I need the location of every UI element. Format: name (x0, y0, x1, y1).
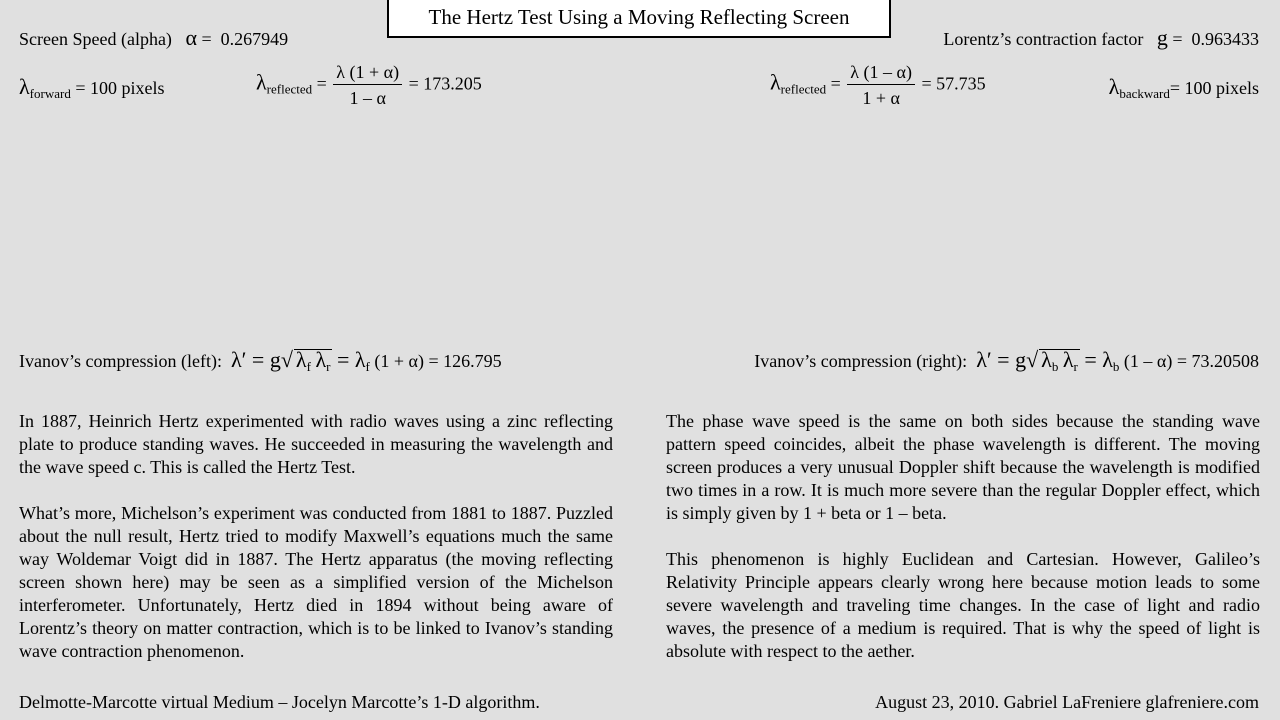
lambda-symbol: λ (1062, 347, 1074, 372)
subscript: reflected (780, 81, 827, 97)
denominator: 1 – α (349, 88, 386, 108)
lambda-backward-value: = 100 pixels (1169, 78, 1259, 98)
ivanov-left-value: (1 + α) = 126.795 (374, 351, 502, 371)
fraction (847, 60, 915, 111)
sqrt-icon: √ (1026, 347, 1039, 372)
lambda-symbol: λ (770, 69, 781, 95)
lambda-reflected-right: $\lambda_{reflected}$ = $\frac{\lambda (1 - \alpha)}{1 + \alpha}$ = 57.735 (770, 60, 986, 111)
paragraph-phase-wave: The phase wave speed is the same on both sides because the standing wave pattern speed coincides, albeit the phase wavelength is different. The moving screen produces a very unusual Doppler shift because the wavelength is modified two times in a row. It is much more severe than the regular Doppler effect, which is simply given by 1 + beta or 1 – beta. (666, 411, 1260, 523)
numerator: λ (1 – α) (847, 60, 915, 85)
subscript: r (1073, 359, 1078, 374)
ivanov-right (754, 347, 1259, 377)
alpha-symbol: α (185, 25, 197, 50)
paragraph-hertz-intro: In 1887, Heinrich Hertz experimented with radio waves using a zinc reflecting plate to produce standing waves. He succeeded in measuring the wavelength and the wave speed c. This is called the Hertz Test. (19, 411, 613, 477)
g-symbol: g (1156, 25, 1168, 50)
numerator: λ (1 + α) (333, 60, 402, 85)
lambda-forward (19, 74, 164, 102)
formula-mid: = λ (1084, 347, 1113, 372)
lambda-reflected-left-value: = 173.205 (408, 73, 482, 94)
equals: = (1172, 29, 1183, 49)
page-title: The Hertz Test Using a Moving Reflecting Screen (387, 0, 891, 38)
footer-author: August 23, 2010. Gabriel LaFreniere glafreniere.com (875, 692, 1259, 712)
lorentz-factor (943, 25, 1259, 51)
lambda-reflected-left: $\lambda_{reflected}$ = $\frac{\lambda (1 + \alpha)}{1 - \alpha}$ = 173.205 (256, 60, 482, 111)
screen-speed-value: 0.267949 (220, 29, 289, 49)
subscript: forward (29, 86, 71, 101)
formula-lhs: λ′ = g (976, 347, 1027, 372)
lambda-symbol: λ (256, 69, 267, 95)
lorentz-label: Lorentz’s contraction factor (943, 29, 1144, 49)
paragraph-michelson: What’s more, Michelson’s experiment was conducted from 1881 to 1887. Puzzled about the null result, Hertz tried to modify Maxwell’s equations much the same way Woldemar Voigt did in 1887. The Hertz apparatus (the moving reflecting screen shown here) may be seen as a simplified version of the Michelson interferometer. Unfortunately, Hertz died in 1894 without being aware of Lorentz’s theory on matter contraction, which is to be linked to Ivanov’s standing wave contraction phenomenon. (19, 503, 613, 661)
subscript: backward (1119, 86, 1170, 101)
lambda-symbol: λ (19, 74, 30, 99)
subscript: f (365, 359, 370, 374)
lambda-backward (1109, 74, 1259, 102)
ivanov-left-label: Ivanov’s compression (left): (19, 351, 222, 371)
lambda-forward-value: = 100 pixels (75, 78, 165, 98)
screen-speed (19, 25, 288, 51)
lambda-symbol: λ (295, 347, 307, 372)
paragraph-galileo: This phenomenon is highly Euclidean and Cartesian. However, Galileo’s Relativity Principle appears clearly wrong here because motion leads to some severe wavelength and traveling time changes. In the case of light and radio waves, the presence of a medium is required. That is why the speed of light is absolute with respect to the aether. (666, 549, 1260, 661)
denominator: 1 + α (862, 88, 900, 108)
subscript: r (326, 359, 331, 374)
ivanov-right-value: (1 – α) = 73.20508 (1123, 351, 1259, 371)
subscript: f (306, 359, 311, 374)
subscript: b (1112, 359, 1120, 374)
ivanov-right-label: Ivanov’s compression (right): (754, 351, 968, 371)
lambda-reflected-right-value: = 57.735 (921, 73, 986, 94)
ivanov-left (19, 347, 502, 377)
lorentz-value: 0.963433 (1191, 29, 1259, 49)
footer-credits: Delmotte-Marcotte virtual Medium – Jocelyn Marcotte’s 1-D algorithm. (19, 692, 540, 712)
screen-speed-label: Screen Speed (alpha) (19, 29, 172, 49)
radicand (294, 349, 333, 377)
formula-mid: = λ (336, 347, 366, 372)
lambda-symbol: λ (1041, 347, 1052, 372)
lambda-symbol: λ (1108, 74, 1120, 99)
subscript: reflected (266, 81, 313, 97)
radicand (1039, 349, 1080, 377)
lambda-symbol: λ (315, 347, 327, 372)
subscript: b (1051, 359, 1059, 374)
equals: = (201, 29, 212, 49)
sqrt-icon: √ (280, 347, 293, 372)
formula-lhs: λ′ = g (230, 347, 281, 372)
fraction (333, 60, 402, 111)
